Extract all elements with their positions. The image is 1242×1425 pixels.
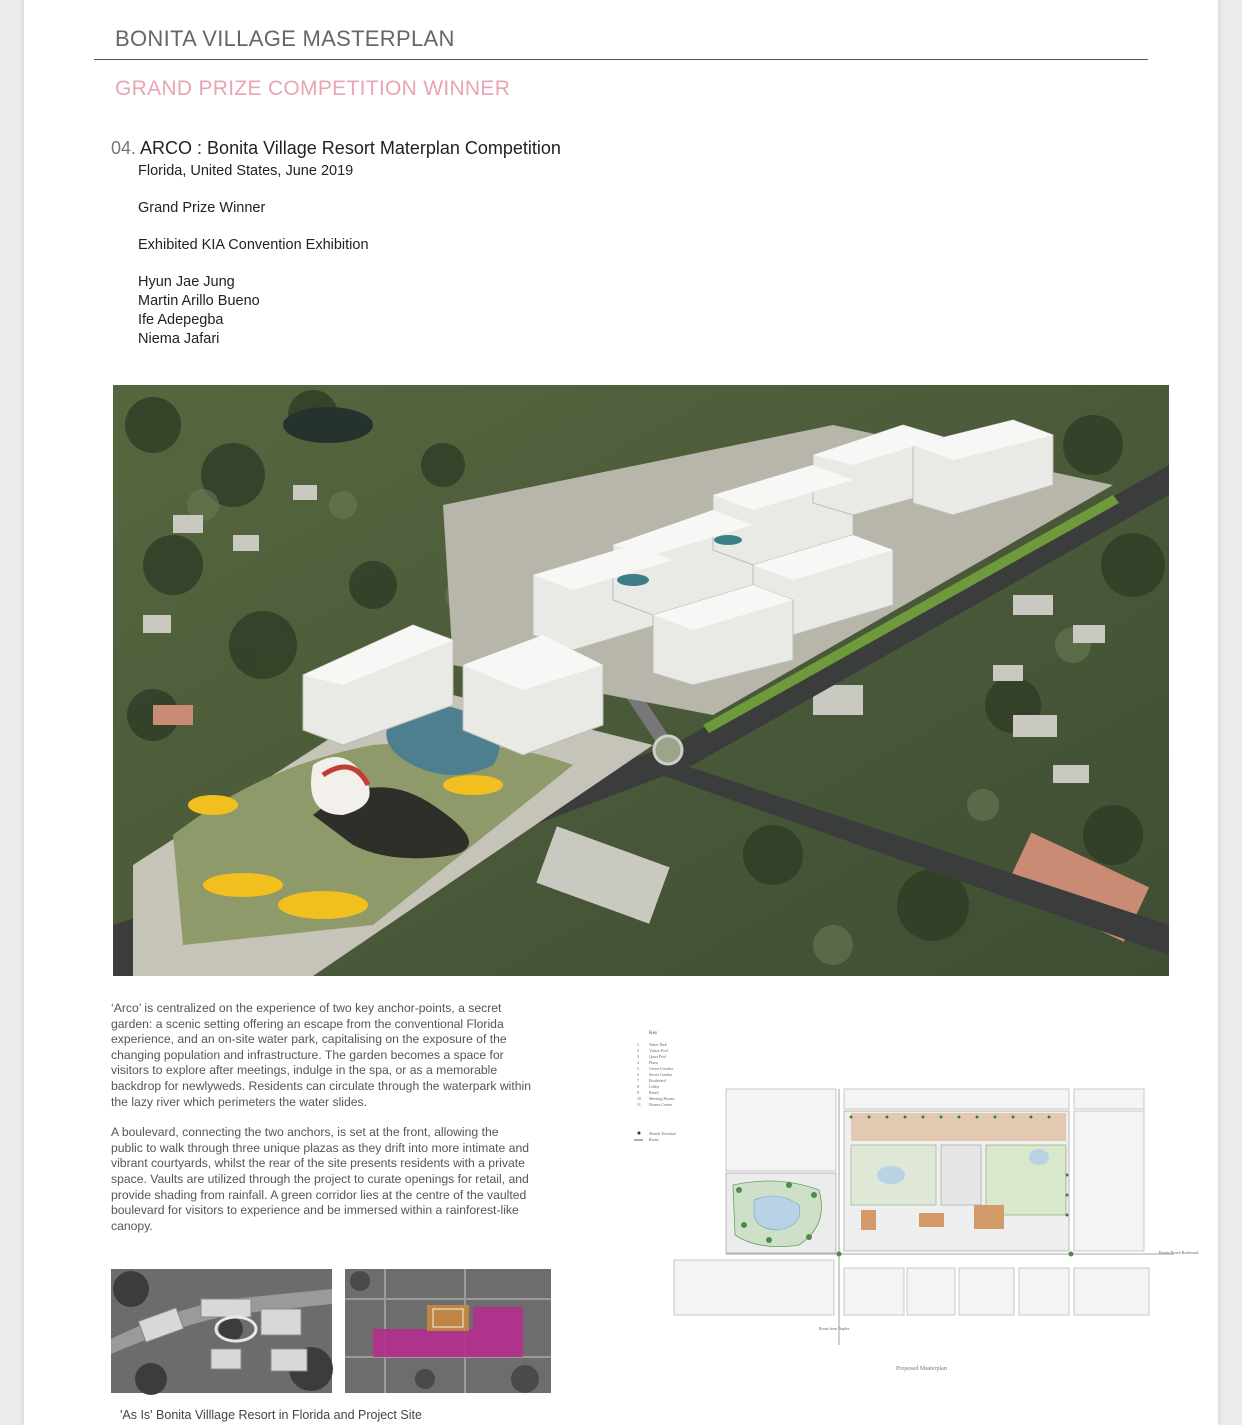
entry-exhibition: Exhibited KIA Convention Exhibition	[138, 237, 369, 253]
project-description	[111, 1001, 531, 1234]
plan-title: Proposed Masterplan	[896, 1366, 947, 1372]
road-label-bonita-beach: Bonita Beach Boulevard	[1159, 1250, 1199, 1255]
team-member: Hyun Jae Jung	[138, 274, 235, 290]
svg-text:2: 2	[637, 1048, 639, 1053]
aerial-rendering-illustration	[113, 385, 1169, 976]
running-title: BONITA VILLAGE MASTERPLAN	[115, 26, 455, 51]
svg-text:Lobby: Lobby	[649, 1084, 660, 1089]
shuttle-terminal-marker	[837, 1252, 842, 1257]
document-page	[24, 0, 1218, 1425]
svg-text:Fitness Centre: Fitness Centre	[649, 1102, 672, 1107]
masterplan-drawing	[629, 1025, 1199, 1385]
entry-location-date: Florida, United States, June 2019	[138, 163, 354, 179]
svg-text:Retail: Retail	[649, 1090, 659, 1095]
svg-text:4: 4	[637, 1060, 639, 1065]
team-member: Niema Jafari	[138, 331, 220, 347]
shuttle-terminal-key-icon	[638, 1132, 641, 1135]
svg-text:5: 5	[637, 1066, 639, 1071]
svg-text:Meeting Rooms: Meeting Rooms	[649, 1096, 675, 1101]
svg-text:1: 1	[637, 1042, 639, 1047]
plan-key-title: Key	[649, 1031, 658, 1036]
masterplan-illustration	[629, 1025, 1199, 1385]
shuttle-terminal-marker	[1069, 1252, 1074, 1257]
svg-text:Shuttle Terminal: Shuttle Terminal	[649, 1131, 676, 1136]
svg-text:11: 11	[637, 1102, 641, 1107]
svg-text:6: 6	[637, 1072, 639, 1077]
figure-caption: 'As Is' Bonita Villlage Resort in Florida and Project Site	[120, 1408, 422, 1422]
as-is-aerial-photo	[111, 1269, 332, 1393]
team-member: Martin Arillo Bueno	[138, 293, 260, 309]
svg-text:Boulevard: Boulevard	[649, 1078, 666, 1083]
aerial-rendering	[113, 385, 1169, 976]
plan-key-items	[649, 1042, 677, 1142]
svg-text:Visitor Pool: Visitor Pool	[649, 1048, 669, 1053]
entry-number: 04.	[111, 138, 137, 158]
svg-text:10: 10	[637, 1096, 641, 1101]
svg-text:Green Corridor: Green Corridor	[649, 1066, 674, 1071]
svg-text:Quiet Pool: Quiet Pool	[649, 1054, 667, 1059]
as-is-aerial-illustration	[111, 1269, 332, 1393]
entry-title-text: ARCO : Bonita Village Resort Materplan Competition	[140, 138, 561, 158]
project-site-map	[345, 1269, 551, 1393]
description-paragraph-1: ‘Arco’ is centralized on the experience of two key anchor-points, a secret garden: a scenic setting offering an escape from the conventional Florida experience, and an on-site water park, capitalising on the exposure of the changing population and infrastructure. The garden becomes a space for visitors to explore after meetings, indulge in the spa, or as a memorable backdrop for newlyweds. Residents can circulate through the waterpark within the lazy river which perimeters the water slides.	[111, 1001, 532, 1109]
description-paragraph-2: A boulevard, connecting the two anchors, is set at the front, allowing the public to walk through three unique plazas as they drift into more intimate and vibrant courtyards, whilst the rear of the site presents residents with a private space. Vaults are utilized through the project to curate openings for retail, and provide shading from rainfall. A green corridor lies at the centre of the vaulted boulevard for visitors to experience and be immersed within a rainforest-like canopy.	[111, 1125, 529, 1233]
svg-text:Plaza: Plaza	[649, 1060, 658, 1065]
award-banner: GRAND PRIZE COMPETITION WINNER	[115, 77, 511, 100]
team-member: Ife Adepegba	[138, 312, 224, 328]
plan-key-numbers	[637, 1042, 641, 1107]
svg-text:3: 3	[637, 1054, 639, 1059]
svg-text:Water Park: Water Park	[649, 1042, 667, 1047]
entry-award: Grand Prize Winner	[138, 200, 266, 216]
road-label-naples: Route from Naples	[819, 1326, 850, 1331]
svg-text:Secret Garden: Secret Garden	[649, 1072, 672, 1077]
project-site-illustration	[345, 1269, 551, 1393]
entry-details	[138, 162, 369, 349]
svg-text:9: 9	[637, 1090, 639, 1095]
header-divider	[94, 59, 1148, 60]
svg-text:Route: Route	[649, 1137, 659, 1142]
svg-text:7: 7	[637, 1078, 639, 1083]
svg-text:8: 8	[637, 1084, 639, 1089]
entry-title	[111, 138, 561, 159]
